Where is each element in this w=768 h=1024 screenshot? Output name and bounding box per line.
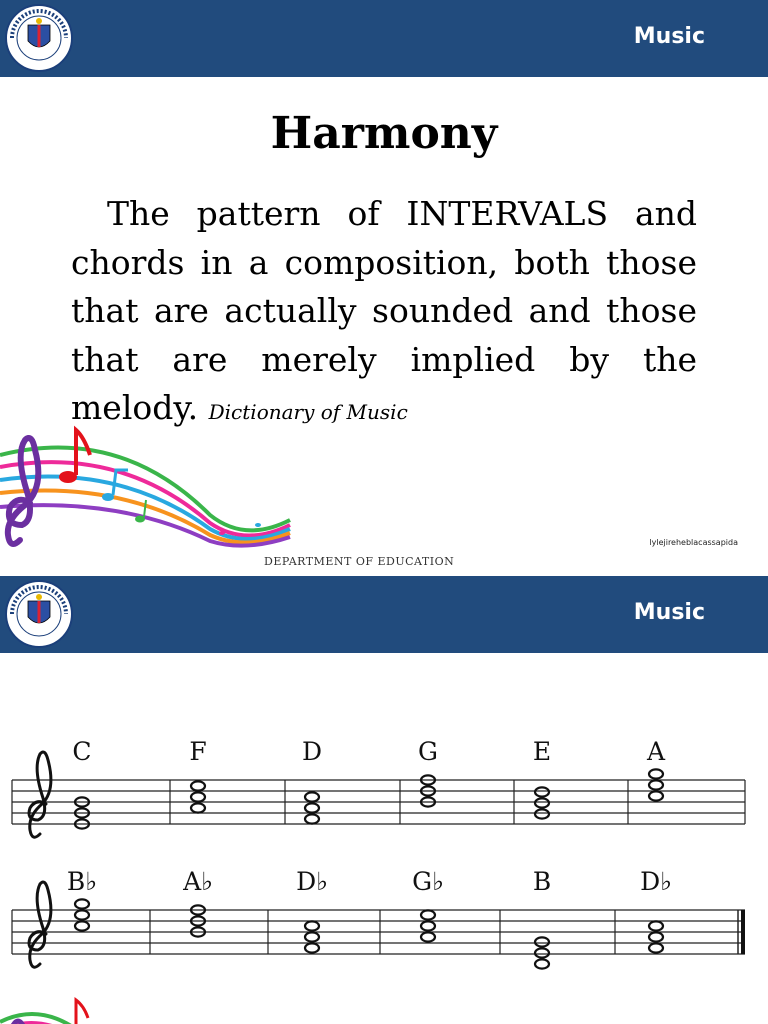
note-head bbox=[535, 959, 549, 968]
note-head bbox=[421, 910, 435, 919]
image-credit: lylejireheblacassapida bbox=[649, 538, 738, 547]
chord-name: C bbox=[72, 737, 92, 766]
note-head bbox=[649, 943, 663, 952]
note-head bbox=[535, 948, 549, 957]
note-head bbox=[305, 803, 319, 812]
chord-name: A♭ bbox=[183, 867, 213, 896]
chord-name: B♭ bbox=[66, 867, 98, 896]
note-head bbox=[191, 803, 205, 812]
note-head bbox=[535, 787, 549, 796]
department-footer: DEPARTMENT OF EDUCATION bbox=[264, 555, 455, 568]
note-head bbox=[421, 932, 435, 941]
chord-name: D♭ bbox=[296, 867, 328, 896]
slide-chords bbox=[0, 552, 768, 1024]
slide-title: Harmony bbox=[270, 108, 498, 159]
definition-text bbox=[71, 190, 697, 437]
slide-header bbox=[0, 0, 768, 77]
note-head bbox=[305, 814, 319, 823]
chord-staffs bbox=[0, 724, 768, 1024]
chord-name: D♭ bbox=[640, 867, 672, 896]
note-head bbox=[191, 781, 205, 790]
note-head bbox=[305, 932, 319, 941]
music-staff-decoration bbox=[0, 992, 120, 1024]
note-head bbox=[649, 769, 663, 778]
note-head bbox=[535, 798, 549, 807]
deped-seal-icon bbox=[4, 579, 74, 649]
note-head bbox=[535, 809, 549, 818]
note-head bbox=[421, 921, 435, 930]
note-head bbox=[649, 780, 663, 789]
note-head bbox=[75, 921, 89, 930]
note-head bbox=[305, 943, 319, 952]
chord-name: B bbox=[532, 867, 552, 896]
note-head bbox=[649, 921, 663, 930]
note-head bbox=[191, 792, 205, 801]
staff-row-2 bbox=[12, 882, 745, 967]
chord-name: E bbox=[532, 737, 552, 766]
note-head bbox=[75, 899, 89, 908]
subject-label: Music bbox=[633, 600, 705, 625]
note-head bbox=[649, 932, 663, 941]
note-head bbox=[305, 921, 319, 930]
note-head bbox=[649, 791, 663, 800]
staff-row-1 bbox=[12, 752, 745, 837]
chord-name: F bbox=[189, 737, 207, 766]
note-head bbox=[535, 937, 549, 946]
subject-label: Music bbox=[633, 24, 705, 49]
definition-body: The pattern of INTERVALS and chords in a composition, both those that are actually sounded and those that are merely implied by the melody. bbox=[71, 194, 697, 427]
deped-seal-icon bbox=[4, 3, 74, 73]
note-head bbox=[305, 792, 319, 801]
chord-name: A bbox=[646, 737, 666, 766]
citation: Dictionary of Music bbox=[208, 400, 408, 424]
chord-name: G bbox=[418, 737, 438, 766]
note-head bbox=[75, 910, 89, 919]
slide-header bbox=[0, 576, 768, 653]
music-staff-decoration bbox=[0, 425, 300, 552]
chord-name: D bbox=[301, 737, 323, 766]
chord-name: G♭ bbox=[412, 867, 444, 896]
